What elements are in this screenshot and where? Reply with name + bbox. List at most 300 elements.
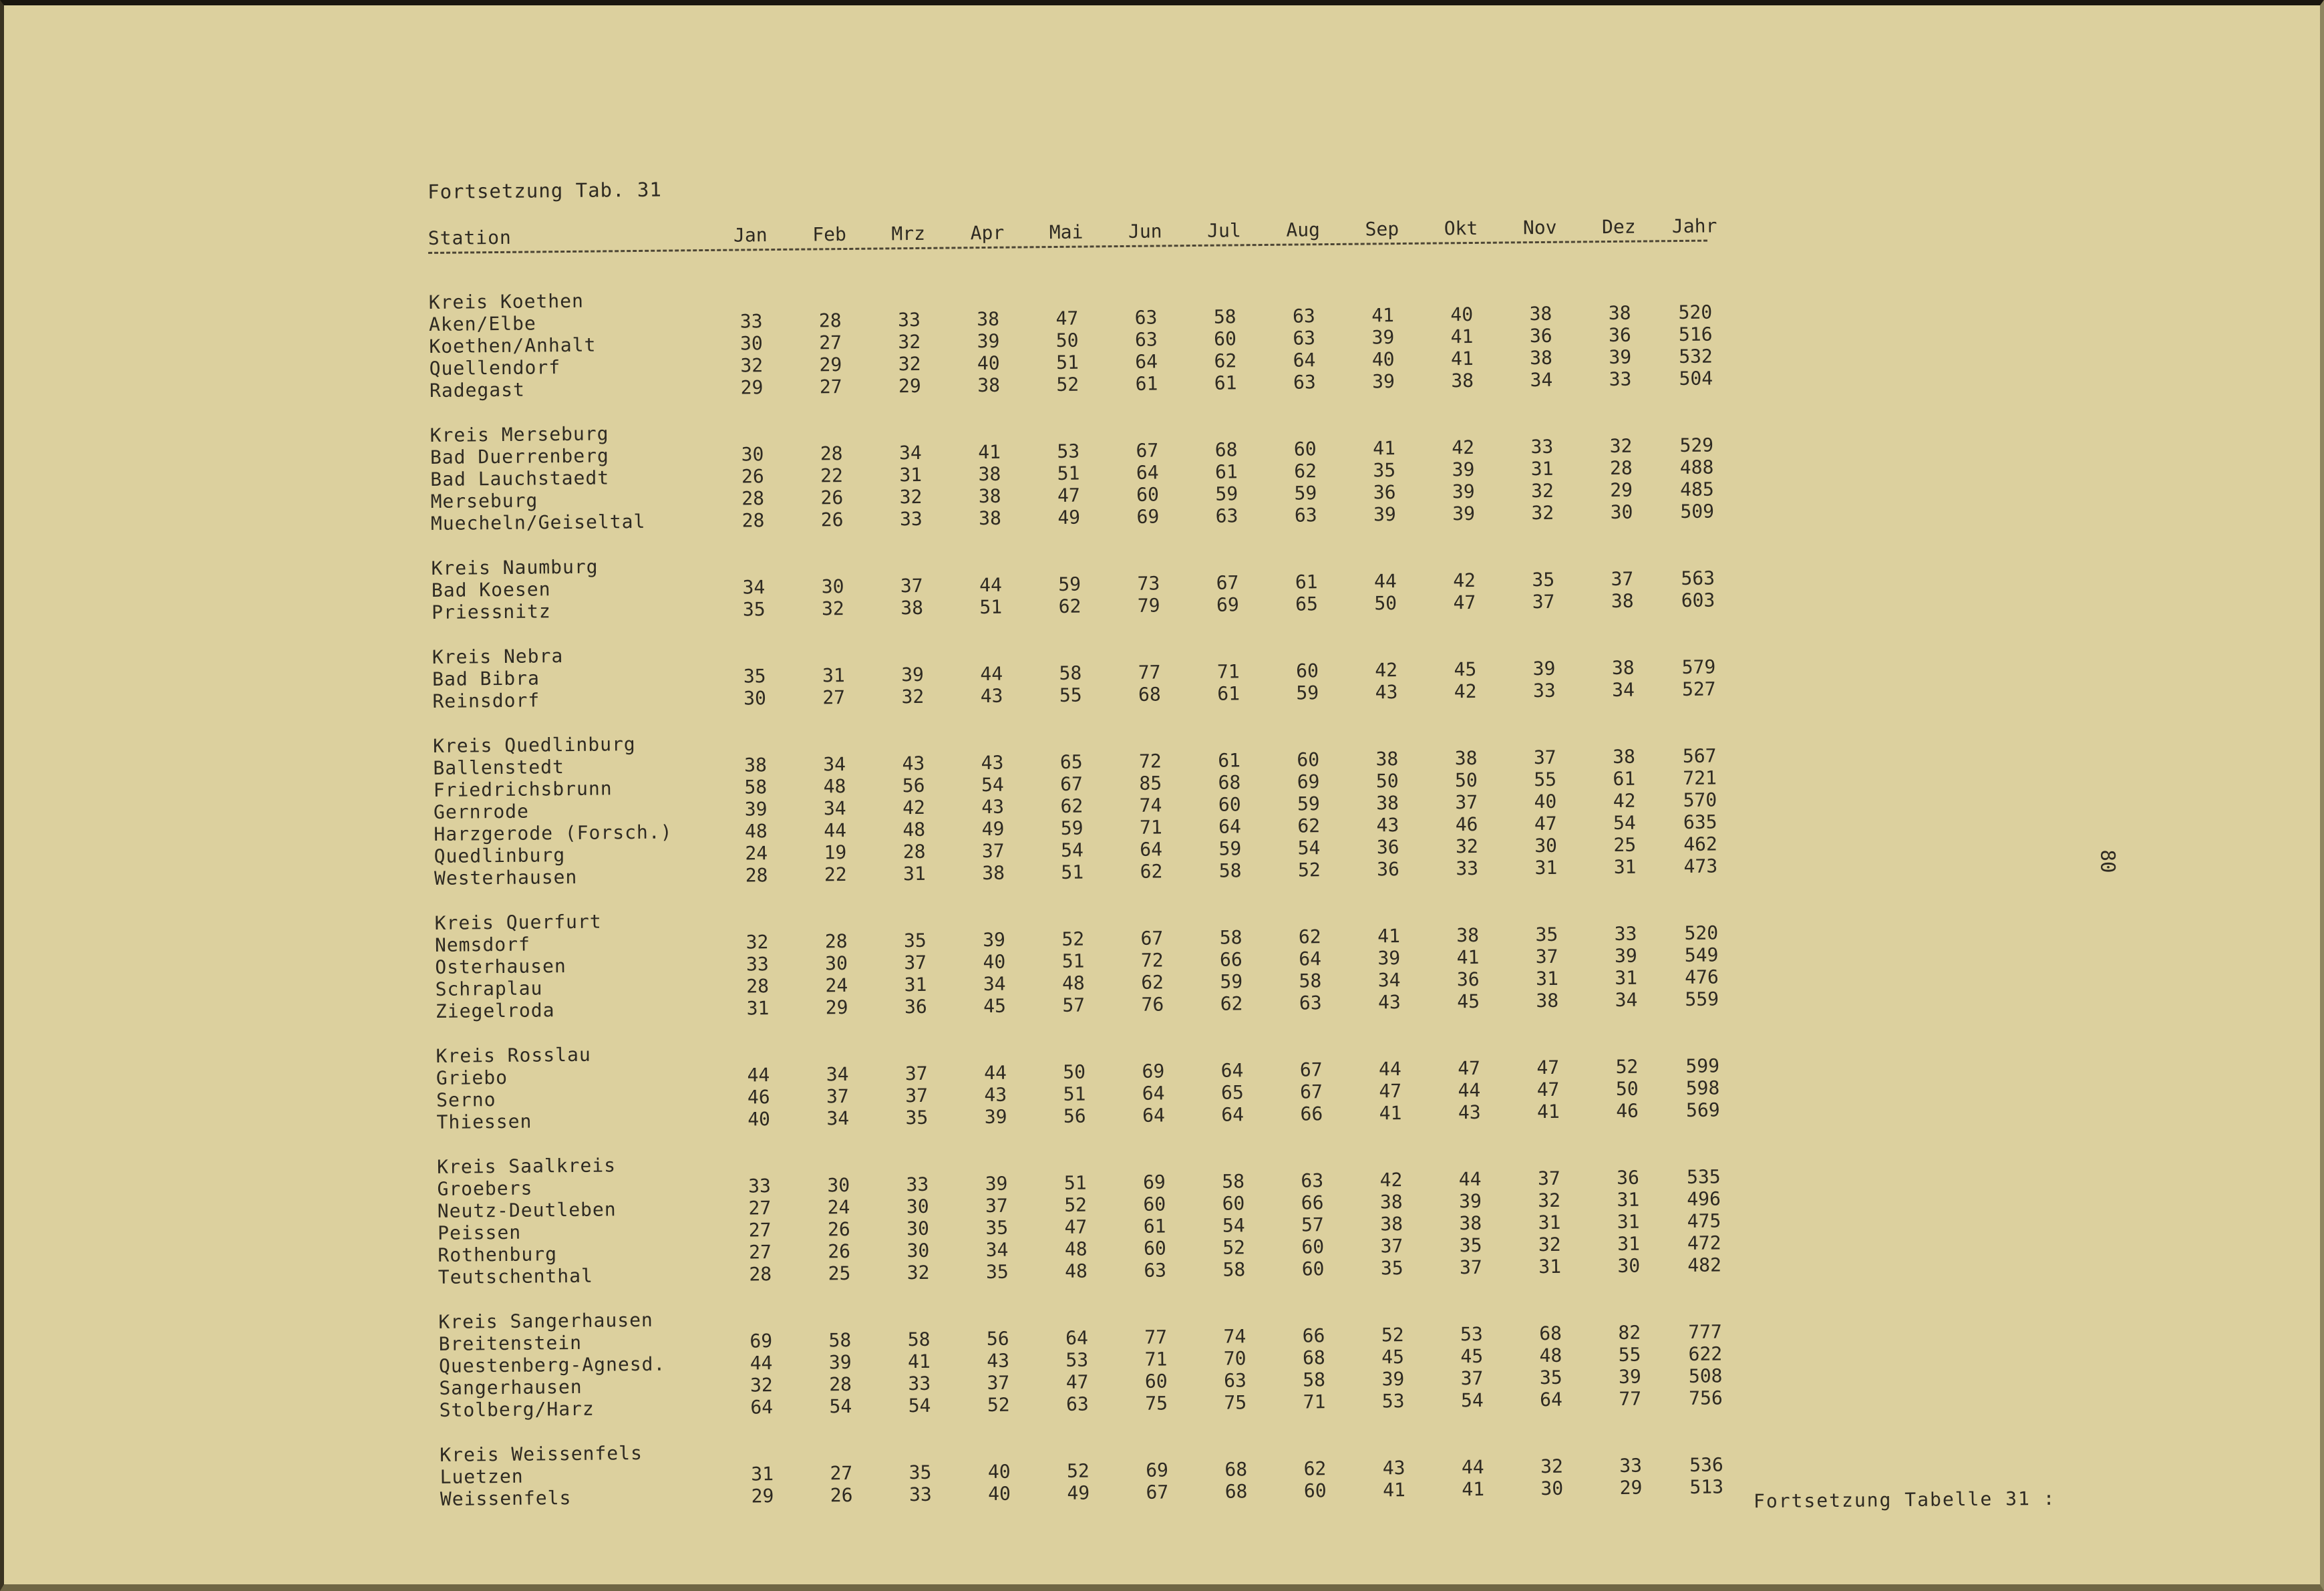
- month-value-cell: 30: [821, 575, 844, 598]
- month-value-cell: 43: [1382, 1457, 1405, 1479]
- month-value-cell: 39: [1609, 345, 1632, 369]
- month-value-cell: 34: [826, 1063, 849, 1086]
- month-value-cell: 43: [981, 795, 1005, 819]
- station-name: Gernrode: [433, 800, 530, 823]
- station-name: Koethen/Anhalt: [429, 333, 597, 357]
- month-value-cell: 27: [748, 1241, 772, 1264]
- kreis-group: [432, 633, 1735, 712]
- kreis-title: Kreis Naumburg: [431, 555, 599, 579]
- month-value-cell: 35: [905, 1106, 929, 1129]
- month-value-cell: 60: [1301, 1258, 1325, 1280]
- month-value-cell: 56: [986, 1327, 1009, 1350]
- annual-total-cell: 635: [1683, 811, 1717, 833]
- month-value-cell: 35: [743, 665, 766, 688]
- month-value-cell: 63: [1293, 371, 1316, 394]
- month-value-cell: 69: [1142, 1171, 1166, 1193]
- month-value-cell: 29: [1610, 478, 1633, 502]
- month-value-cell: 66: [1219, 948, 1242, 971]
- annual-total-cell: 579: [1681, 656, 1716, 679]
- month-value-cell: 29: [751, 1485, 774, 1507]
- month-value-cell: 35: [985, 1260, 1009, 1284]
- month-value-cell: 67: [1299, 1058, 1323, 1081]
- month-value-cell: 45: [1381, 1346, 1405, 1368]
- station-name: Neutz-Deutleben: [437, 1198, 617, 1222]
- month-value-cell: 69: [1136, 505, 1160, 528]
- kreis-group: [435, 899, 1738, 1022]
- month-value-cell: 52: [1061, 927, 1085, 950]
- month-value-cell: 58: [1299, 970, 1322, 992]
- month-value-cell: 60: [1143, 1237, 1166, 1260]
- month-value-cell: 36: [1376, 836, 1399, 859]
- month-value-cell: 60: [1301, 1236, 1325, 1258]
- annual-total-cell: 462: [1683, 833, 1717, 855]
- month-value-cell: 64: [1065, 1326, 1089, 1349]
- month-value-cell: 67: [1300, 1080, 1323, 1103]
- station-name: Peissen: [437, 1221, 522, 1244]
- month-value-cell: 59: [1060, 817, 1084, 839]
- month-value-cell: 29: [819, 353, 842, 376]
- month-value-cell: 30: [743, 687, 767, 710]
- month-value-cell: 61: [1218, 749, 1241, 772]
- month-value-cell: 51: [979, 595, 1003, 619]
- month-value-cell: 43: [980, 684, 1003, 708]
- month-value-cell: 58: [1303, 1368, 1326, 1391]
- month-value-cell: 39: [901, 663, 925, 686]
- month-value-cell: 66: [1300, 1103, 1323, 1125]
- month-value-cell: 36: [1456, 968, 1480, 991]
- station-name: Sangerhausen: [439, 1375, 583, 1399]
- month-value-cell: 32: [1531, 501, 1554, 525]
- month-value-cell: 60: [1214, 327, 1237, 350]
- table-body: [429, 279, 1743, 1510]
- month-value-cell: 44: [979, 573, 1003, 597]
- month-value-cell: 33: [748, 1175, 772, 1197]
- month-value-cell: 66: [1301, 1191, 1324, 1214]
- month-value-cell: 67: [1216, 571, 1239, 594]
- month-value-cell: 25: [828, 1262, 851, 1285]
- month-value-cell: 44: [1373, 570, 1397, 593]
- column-header-jan: Jan: [733, 224, 768, 247]
- month-value-cell: 35: [903, 929, 927, 952]
- annual-total-cell: 536: [1689, 1453, 1723, 1476]
- month-value-cell: 28: [741, 487, 765, 510]
- month-value-cell: 33: [906, 1173, 929, 1196]
- month-value-cell: 40: [1450, 303, 1474, 326]
- month-value-cell: 48: [902, 818, 926, 841]
- month-value-cell: 43: [1377, 991, 1401, 1014]
- month-value-cell: 62: [1298, 925, 1321, 948]
- month-value-cell: 61: [1217, 682, 1240, 705]
- month-value-cell: 58: [1219, 926, 1242, 949]
- station-name: Radegast: [429, 378, 526, 402]
- month-value-cell: 50: [1454, 768, 1478, 792]
- month-value-cell: 28: [902, 840, 926, 863]
- month-value-cell: 35: [1380, 1257, 1403, 1280]
- month-value-cell: 48: [1061, 972, 1085, 994]
- annual-total-cell: 563: [1681, 567, 1715, 590]
- table-sheet: [428, 168, 1743, 1533]
- month-value-cell: 59: [1220, 970, 1243, 993]
- month-value-cell: 58: [1213, 305, 1236, 328]
- month-value-cell: 52: [1056, 373, 1080, 396]
- month-value-cell: 64: [1220, 1059, 1244, 1082]
- month-value-cell: 67: [1146, 1481, 1169, 1503]
- month-value-cell: 28: [824, 930, 848, 953]
- annual-total-cell: 535: [1686, 1165, 1721, 1188]
- station-name: Questenberg-Agnesd.: [438, 1352, 666, 1377]
- annual-total-cell: 482: [1687, 1254, 1722, 1276]
- month-value-cell: 34: [898, 441, 922, 464]
- month-value-cell: 27: [748, 1219, 772, 1242]
- month-value-cell: 42: [1379, 1169, 1403, 1191]
- month-value-cell: 32: [740, 354, 764, 377]
- month-value-cell: 27: [819, 331, 842, 354]
- month-value-cell: 63: [1301, 1169, 1324, 1192]
- month-value-cell: 31: [1617, 1210, 1640, 1233]
- month-value-cell: 59: [1296, 682, 1319, 704]
- month-value-cell: 31: [1538, 1255, 1562, 1278]
- column-header-sep: Sep: [1365, 218, 1399, 241]
- month-value-cell: 32: [898, 330, 921, 353]
- month-value-cell: 39: [983, 928, 1006, 952]
- month-value-cell: 37: [987, 1371, 1010, 1395]
- month-value-cell: 38: [1379, 1191, 1403, 1213]
- month-value-cell: 71: [1139, 816, 1162, 839]
- column-header-dez: Dez: [1601, 215, 1636, 239]
- month-value-cell: 53: [1065, 1348, 1089, 1371]
- month-value-cell: 38: [1380, 1213, 1403, 1236]
- month-value-cell: 77: [1619, 1387, 1642, 1410]
- month-value-cell: 58: [1222, 1170, 1245, 1193]
- month-value-cell: 34: [1612, 678, 1635, 702]
- column-header-okt: Okt: [1444, 216, 1478, 240]
- month-value-cell: 39: [1618, 1365, 1641, 1388]
- month-value-cell: 33: [908, 1372, 931, 1395]
- month-value-cell: 61: [1613, 767, 1636, 790]
- month-value-cell: 69: [1297, 770, 1320, 793]
- month-value-cell: 51: [1057, 462, 1080, 484]
- station-name: Friedrichsbrunn: [433, 777, 613, 801]
- month-value-cell: 38: [977, 374, 1001, 397]
- kreis-group: [433, 722, 1737, 889]
- month-value-cell: 61: [1143, 1215, 1166, 1238]
- month-value-cell: 31: [904, 973, 927, 996]
- month-value-cell: 50: [1374, 592, 1397, 615]
- month-value-cell: 31: [1615, 966, 1638, 989]
- month-value-cell: 29: [898, 374, 921, 398]
- month-value-cell: 63: [1134, 306, 1158, 329]
- month-value-cell: 33: [1609, 368, 1632, 391]
- month-value-cell: 60: [1297, 748, 1320, 771]
- month-value-cell: 32: [899, 485, 923, 509]
- month-value-cell: 38: [1454, 746, 1478, 770]
- kreis-title: Kreis Nebra: [432, 645, 564, 668]
- month-value-cell: 35: [1535, 923, 1558, 946]
- month-value-cell: 62: [1058, 595, 1082, 617]
- month-value-cell: 54: [1060, 839, 1084, 861]
- month-value-cell: 41: [1372, 437, 1396, 460]
- month-value-cell: 33: [745, 953, 769, 976]
- month-value-cell: 29: [1619, 1476, 1643, 1499]
- station-name: Quedlinburg: [434, 844, 566, 867]
- month-value-cell: 62: [1303, 1457, 1327, 1480]
- month-value-cell: 31: [1613, 855, 1637, 879]
- month-value-cell: 33: [739, 310, 763, 333]
- month-value-cell: 37: [981, 839, 1005, 863]
- month-value-cell: 43: [984, 1083, 1007, 1107]
- month-value-cell: 52: [1222, 1236, 1246, 1259]
- month-value-cell: 53: [1381, 1390, 1405, 1413]
- month-value-cell: 28: [829, 1372, 852, 1396]
- station-name: Muecheln/Geiseltal: [430, 510, 646, 535]
- month-value-cell: 30: [906, 1217, 930, 1240]
- month-value-cell: 58: [744, 776, 768, 799]
- month-value-cell: 30: [825, 952, 848, 975]
- month-value-cell: 32: [1538, 1189, 1561, 1212]
- month-value-cell: 37: [904, 951, 927, 974]
- month-value-cell: 47: [1536, 1078, 1560, 1101]
- month-value-cell: 46: [1616, 1099, 1639, 1122]
- kreis-title: Kreis Saalkreis: [437, 1154, 617, 1178]
- month-value-cell: 38: [978, 484, 1001, 508]
- month-value-cell: 48: [823, 775, 846, 798]
- month-value-cell: 49: [1067, 1481, 1090, 1504]
- month-value-cell: 24: [827, 1196, 850, 1219]
- month-value-cell: 54: [1460, 1389, 1484, 1412]
- month-value-cell: 33: [899, 507, 923, 531]
- month-value-cell: 69: [1146, 1459, 1169, 1481]
- month-value-cell: 35: [1373, 459, 1396, 482]
- kreis-title: Kreis Weissenfels: [440, 1441, 643, 1466]
- station-name: Griebo: [436, 1066, 508, 1089]
- annual-total-cell: 721: [1683, 766, 1717, 790]
- month-value-cell: 44: [1461, 1455, 1484, 1479]
- month-value-cell: 44: [1378, 1058, 1401, 1080]
- month-value-cell: 62: [1060, 794, 1084, 817]
- month-value-cell: 85: [1139, 772, 1162, 794]
- month-value-cell: 27: [830, 1461, 853, 1485]
- month-value-cell: 41: [1450, 325, 1474, 348]
- month-value-cell: 47: [1379, 1080, 1402, 1103]
- station-name: Serno: [436, 1089, 496, 1111]
- month-value-cell: 38: [978, 462, 1001, 486]
- kreis-title: Kreis Quedlinburg: [432, 733, 636, 757]
- month-value-cell: 65: [1295, 593, 1319, 615]
- month-value-cell: 36: [1377, 858, 1400, 881]
- station-name: Priessnitz: [432, 600, 551, 623]
- month-value-cell: 41: [1536, 1100, 1560, 1123]
- station-name: Bad Koesen: [431, 578, 551, 601]
- month-value-cell: 40: [1371, 348, 1395, 371]
- month-value-cell: 38: [1611, 589, 1634, 613]
- month-value-cell: 36: [904, 995, 927, 1018]
- month-value-cell: 47: [1453, 591, 1476, 614]
- month-value-cell: 53: [1057, 440, 1080, 462]
- month-value-cell: 58: [1222, 1258, 1246, 1281]
- month-value-cell: 32: [898, 352, 921, 376]
- month-value-cell: 33: [1530, 435, 1554, 458]
- month-value-cell: 31: [746, 997, 770, 1020]
- station-name: Harzgerode (Forsch.): [434, 821, 673, 845]
- month-value-cell: 64: [1135, 350, 1158, 373]
- month-value-cell: 79: [1137, 594, 1160, 617]
- month-value-cell: 28: [741, 509, 765, 532]
- station-name: Westerhausen: [434, 865, 578, 889]
- month-value-cell: 31: [1538, 1211, 1561, 1234]
- kreis-title: Kreis Sangerhausen: [438, 1308, 653, 1333]
- month-value-cell: 60: [1295, 660, 1319, 682]
- station-name: Bad Bibra: [432, 667, 540, 690]
- annual-total-cell: 599: [1685, 1054, 1720, 1077]
- month-value-cell: 63: [1293, 327, 1316, 349]
- month-value-cell: 71: [1303, 1391, 1326, 1413]
- month-value-cell: 71: [1216, 660, 1240, 683]
- month-value-cell: 72: [1140, 949, 1164, 972]
- month-value-cell: 22: [820, 464, 844, 487]
- month-value-cell: 28: [820, 442, 843, 465]
- column-header-nov: Nov: [1522, 216, 1557, 239]
- month-value-cell: 38: [1529, 302, 1552, 325]
- annual-total-cell: 532: [1679, 345, 1713, 368]
- kreis-group: [436, 1032, 1739, 1133]
- month-value-cell: 30: [906, 1195, 929, 1218]
- month-value-cell: 38: [743, 754, 768, 776]
- month-value-cell: 62: [1214, 349, 1237, 372]
- month-value-cell: 62: [1220, 992, 1243, 1015]
- annual-total-cell: 476: [1684, 966, 1719, 988]
- annual-total-cell: 559: [1685, 988, 1719, 1010]
- month-value-cell: 32: [1530, 479, 1554, 502]
- month-value-cell: 41: [1371, 304, 1395, 327]
- month-value-cell: 39: [1458, 1189, 1482, 1213]
- month-value-cell: 70: [1223, 1347, 1247, 1370]
- month-value-cell: 43: [1458, 1101, 1481, 1124]
- month-value-cell: 38: [900, 596, 924, 619]
- month-value-cell: 64: [1221, 1103, 1244, 1126]
- month-value-cell: 68: [1214, 438, 1238, 461]
- month-value-cell: 60: [1218, 793, 1241, 816]
- month-value-cell: 31: [899, 463, 923, 486]
- month-value-cell: 37: [1535, 945, 1558, 968]
- month-value-cell: 35: [1532, 568, 1555, 591]
- month-value-cell: 34: [1530, 368, 1553, 392]
- month-value-cell: 55: [1059, 684, 1082, 706]
- month-value-cell: 54: [829, 1395, 852, 1418]
- month-value-cell: 37: [900, 574, 923, 597]
- month-value-cell: 35: [908, 1461, 932, 1484]
- month-value-cell: 52: [1066, 1459, 1090, 1482]
- month-value-cell: 41: [1450, 347, 1474, 370]
- month-value-cell: 67: [1140, 927, 1164, 950]
- month-value-cell: 69: [1216, 593, 1239, 616]
- month-value-cell: 37: [1533, 746, 1556, 769]
- month-value-cell: 54: [1297, 837, 1321, 859]
- month-value-cell: 48: [1539, 1344, 1562, 1367]
- column-header-mrz: Mrz: [891, 222, 926, 245]
- month-value-cell: 63: [1215, 504, 1238, 527]
- month-value-cell: 62: [1141, 971, 1164, 994]
- month-value-cell: 30: [741, 443, 764, 466]
- month-value-cell: 37: [1611, 567, 1634, 591]
- month-value-cell: 52: [1297, 859, 1321, 881]
- month-value-cell: 69: [1142, 1060, 1165, 1082]
- month-value-cell: 40: [983, 950, 1006, 974]
- month-value-cell: 58: [1218, 859, 1242, 882]
- month-value-cell: 63: [1292, 305, 1315, 327]
- month-value-cell: 51: [1063, 1171, 1087, 1194]
- month-value-cell: 26: [820, 509, 844, 531]
- annual-total-cell: 485: [1679, 478, 1714, 501]
- month-value-cell: 45: [1454, 658, 1477, 681]
- station-name: Stolberg/Harz: [439, 1397, 595, 1421]
- month-value-cell: 38: [1459, 1211, 1482, 1235]
- month-value-cell: 59: [1058, 573, 1082, 595]
- month-value-cell: 33: [1619, 1454, 1643, 1477]
- month-value-cell: 40: [987, 1460, 1011, 1483]
- month-value-cell: 64: [1293, 349, 1316, 372]
- annual-total-cell: 756: [1689, 1387, 1723, 1409]
- month-value-cell: 63: [1299, 992, 1322, 1014]
- month-value-cell: 64: [1218, 815, 1242, 838]
- annual-total-cell: 529: [1679, 434, 1714, 457]
- month-value-cell: 37: [826, 1085, 849, 1108]
- month-value-cell: 39: [1452, 480, 1475, 503]
- month-value-cell: 43: [981, 751, 1004, 774]
- station-name: Bad Duerrenberg: [430, 444, 609, 468]
- month-value-cell: 44: [1458, 1078, 1481, 1102]
- month-value-cell: 33: [1532, 679, 1556, 702]
- page-number: 80: [2096, 849, 2120, 873]
- month-value-cell: 64: [1299, 948, 1322, 970]
- month-value-cell: 31: [1534, 856, 1558, 879]
- month-value-cell: 47: [1057, 484, 1080, 507]
- kreis-group: [438, 1298, 1741, 1421]
- month-value-cell: 36: [1373, 481, 1396, 504]
- month-value-cell: 42: [1452, 436, 1475, 459]
- month-value-cell: 40: [748, 1108, 771, 1131]
- month-value-cell: 39: [1614, 944, 1637, 967]
- month-value-cell: 24: [825, 974, 848, 997]
- month-value-cell: 48: [744, 820, 768, 843]
- month-value-cell: 26: [820, 486, 844, 509]
- month-value-cell: 47: [1055, 307, 1079, 329]
- month-value-cell: 37: [985, 1194, 1008, 1217]
- month-value-cell: 28: [749, 1263, 772, 1286]
- month-value-cell: 60: [1303, 1479, 1327, 1502]
- month-value-cell: 68: [1218, 771, 1241, 794]
- month-value-cell: 59: [1218, 837, 1242, 860]
- month-value-cell: 32: [745, 931, 769, 954]
- month-value-cell: 30: [1610, 500, 1633, 524]
- month-value-cell: 36: [1608, 323, 1631, 347]
- month-value-cell: 29: [740, 376, 764, 399]
- month-value-cell: 39: [985, 1172, 1008, 1195]
- kreis-title: Kreis Koethen: [428, 289, 585, 313]
- station-name: Merseburg: [430, 489, 538, 513]
- month-value-cell: 40: [988, 1482, 1011, 1505]
- month-value-cell: 64: [1142, 1082, 1165, 1105]
- month-value-cell: 33: [1614, 922, 1637, 945]
- month-value-cell: 42: [1454, 680, 1477, 703]
- month-value-cell: 36: [1617, 1166, 1640, 1189]
- month-value-cell: 34: [983, 972, 1006, 996]
- annual-total-cell: 567: [1682, 744, 1717, 768]
- month-value-cell: 38: [977, 307, 1000, 331]
- month-value-cell: 28: [1609, 456, 1633, 480]
- month-value-cell: 42: [1375, 659, 1398, 682]
- month-value-cell: 51: [1061, 861, 1084, 883]
- annual-total-cell: 513: [1689, 1475, 1724, 1498]
